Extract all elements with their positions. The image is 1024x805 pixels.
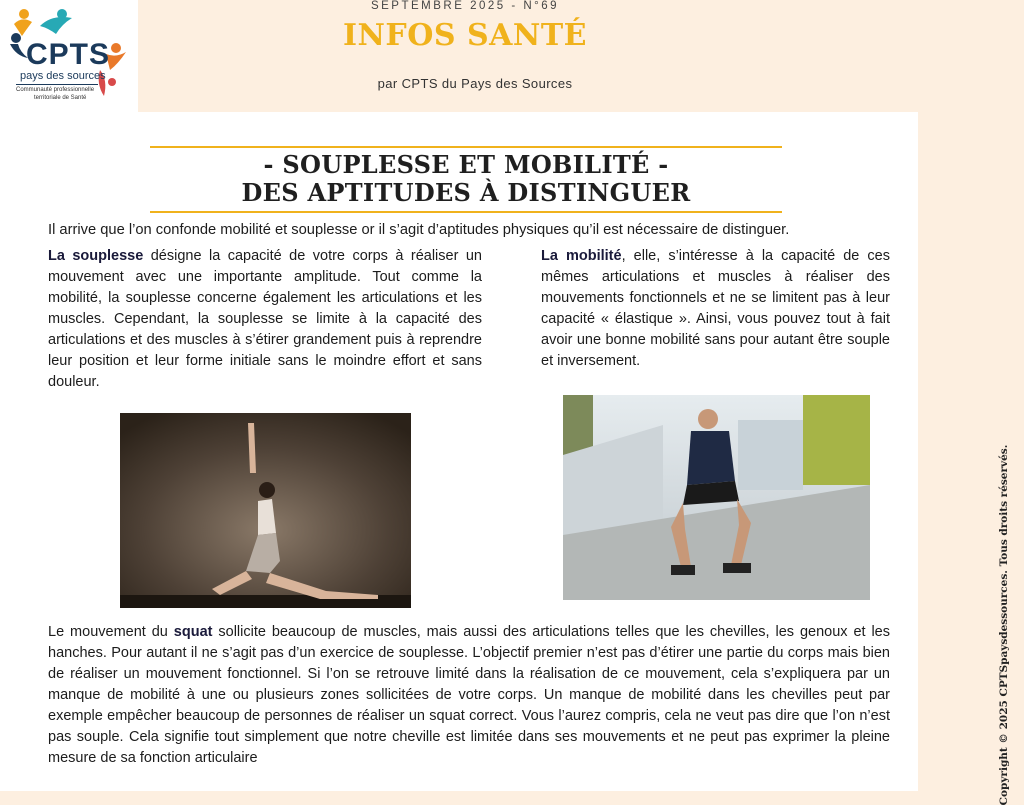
issue-line: SEPTEMBRE 2025 - N°69 — [370, 0, 560, 12]
logo-caption-line1: Communauté professionnelle — [16, 87, 95, 93]
squat-pre: Le mouvement du — [48, 624, 174, 640]
yoga-photo — [120, 413, 411, 608]
copyright-text: Copyright © 2025 CPTSpaysdessources. Tous droits réservés. — [998, 444, 1010, 805]
article-title-line1: - SOUPLESSE ET MOBILITÉ - — [263, 150, 669, 179]
header-band — [0, 0, 1024, 112]
logo-wordmark: CPTS — [26, 38, 111, 71]
intro-paragraph: Il arrive que l’on confonde mobilité et souplesse or il s’agit d’aptitudes physiques qu’il est nécessaire de distinguer. — [48, 222, 790, 238]
squat-text: sollicite beaucoup de muscles, mais aussi des articulations telles que les chevilles, les genoux et les hanches. Pour autant il ne s’agit pas d’un exercice de souplesse. L’objectif premier n’est pas d’étirer une partie du corps mais bien de réaliser un mouvement fonctionnel. Si l’on se retrouve limité dans la réalisation de ce mouvement, cela s’expliquera par un manque de mobilité à une ou plusieurs zones sollicitées de votre corps. Un manque de mobilité dans les chevilles peut par exemple empêcher beaucoup de personnes de réaliser un squat correct. Vous l’aurez compris, cela ne veut pas dire que l’on n’est pas souple. Cela signifie tout simplement que notre cheville est limitée dans ses mouvements et ne peut pas exprimer la pleine mesure de sa fonction articulaire — [48, 624, 890, 766]
brand-title: INFOS SANTÉ — [342, 18, 588, 53]
logo-divider — [16, 84, 98, 85]
mobilite-text: , elle, s’intéresse à la capacité de ces mêmes articulations et muscles à réaliser des mouvements fonctionnels et ne se limitent pas à leur capacité « élastique ». Ainsi, vous pouvez tout à fait avoir une bonne mobilité sans pour autant être souple et inversement. — [541, 248, 890, 369]
souplesse-term: La souplesse — [48, 248, 144, 264]
byline: par CPTS du Pays des Sources — [377, 76, 573, 91]
squat-paragraph — [48, 622, 890, 769]
mobilite-paragraph — [541, 246, 890, 372]
logo-subtitle: pays des sources — [20, 70, 106, 82]
title-rule-top — [150, 146, 782, 148]
copyright-note — [993, 444, 1015, 805]
souplesse-paragraph — [48, 246, 482, 393]
cpts-logo — [0, 0, 138, 112]
title-rule-bottom — [150, 211, 782, 213]
article-title-line2: DES APTITUDES À DISTINGUER — [241, 178, 691, 207]
souplesse-text: désigne la capacité de votre corps à réaliser un mouvement avec une importante amplitude. Tout comme la mobilité, la souplesse concerne également les articulations et les muscles. Cependant, la souplesse se limite à la capacité des articulations et des muscles à s’étirer grandement puis à reprendre leur position et leur forme initiale sans le moindre effort et sans douleur. — [48, 248, 482, 390]
squat-term: squat — [173, 624, 213, 640]
squat-photo — [563, 395, 870, 600]
logo-caption-line2: territoriale de Santé — [34, 95, 87, 101]
mobilite-term: La mobilité — [541, 248, 622, 264]
